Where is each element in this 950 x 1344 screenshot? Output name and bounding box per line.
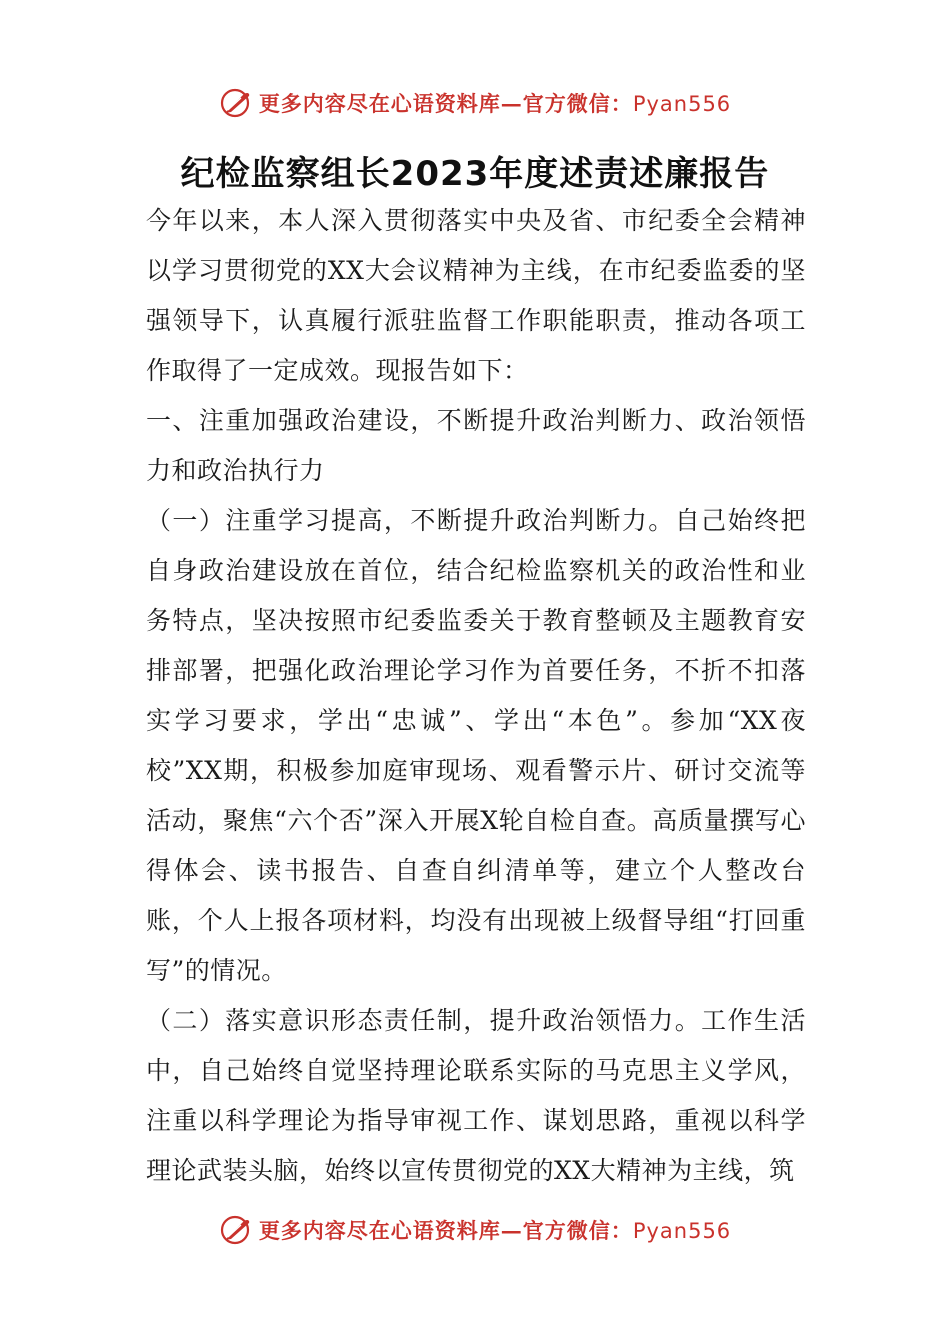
quill-logo-icon (219, 86, 253, 120)
paragraph-subsection-2: （二）落实意识形态责任制，提升政治领悟力。工作生活中，自己始终自觉坚持理论联系实际的马克思主义学风，注重以科学理论为指导审视工作、谋划思路，重视以科学理论武装头脑，始终以宣传贯彻党的XX大精神为主线，筑 (146, 1006, 806, 1185)
document-title: 纪检监察组长2023年度述责述廉报告 (180, 154, 770, 194)
paragraph-subsection-1: （一）注重学习提高，不断提升政治判断力。自己始终把自身政治建设放在首位，结合纪检监察机关的政治性和业务特点，坚决按照市纪委监委关于教育整顿及主题教育安排部署，把强化政治理论学习作为首要任务，不折不扣落实学习要求，学出“忠诚”、学出“本色”。参加“XX夜校”XX期，积极参加庭审现场、观看警示片、研讨交流等活动，聚焦“六个否”深入开展X轮自检自查。高质量撰写心得体会、读书报告、自查自纠清单等，建立个人整改台账，个人上报各项材料，均没有出现被上级督导组“打回重写”的情况。 (146, 506, 806, 985)
quill-logo-icon (219, 1213, 253, 1247)
section-heading-1: 一、注重加强政治建设，不断提升政治判断力、政治领悟力和政治执行力 (146, 406, 806, 485)
document-body (146, 196, 806, 1196)
watermark-header (0, 81, 950, 125)
watermark-text: 更多内容尽在心语资料库—官方微信：Pyan556 (258, 1218, 732, 1243)
paragraph-intro: 今年以来，本人深入贯彻落实中央及省、市纪委全会精神以学习贯彻党的XX大会议精神为主线，在市纪委监委的坚强领导下，认真履行派驻监督工作职能职责，推动各项工作取得了一定成效。现报告如下： (146, 206, 806, 385)
watermark-footer (0, 1208, 950, 1252)
watermark-text: 更多内容尽在心语资料库—官方微信：Pyan556 (258, 91, 732, 116)
